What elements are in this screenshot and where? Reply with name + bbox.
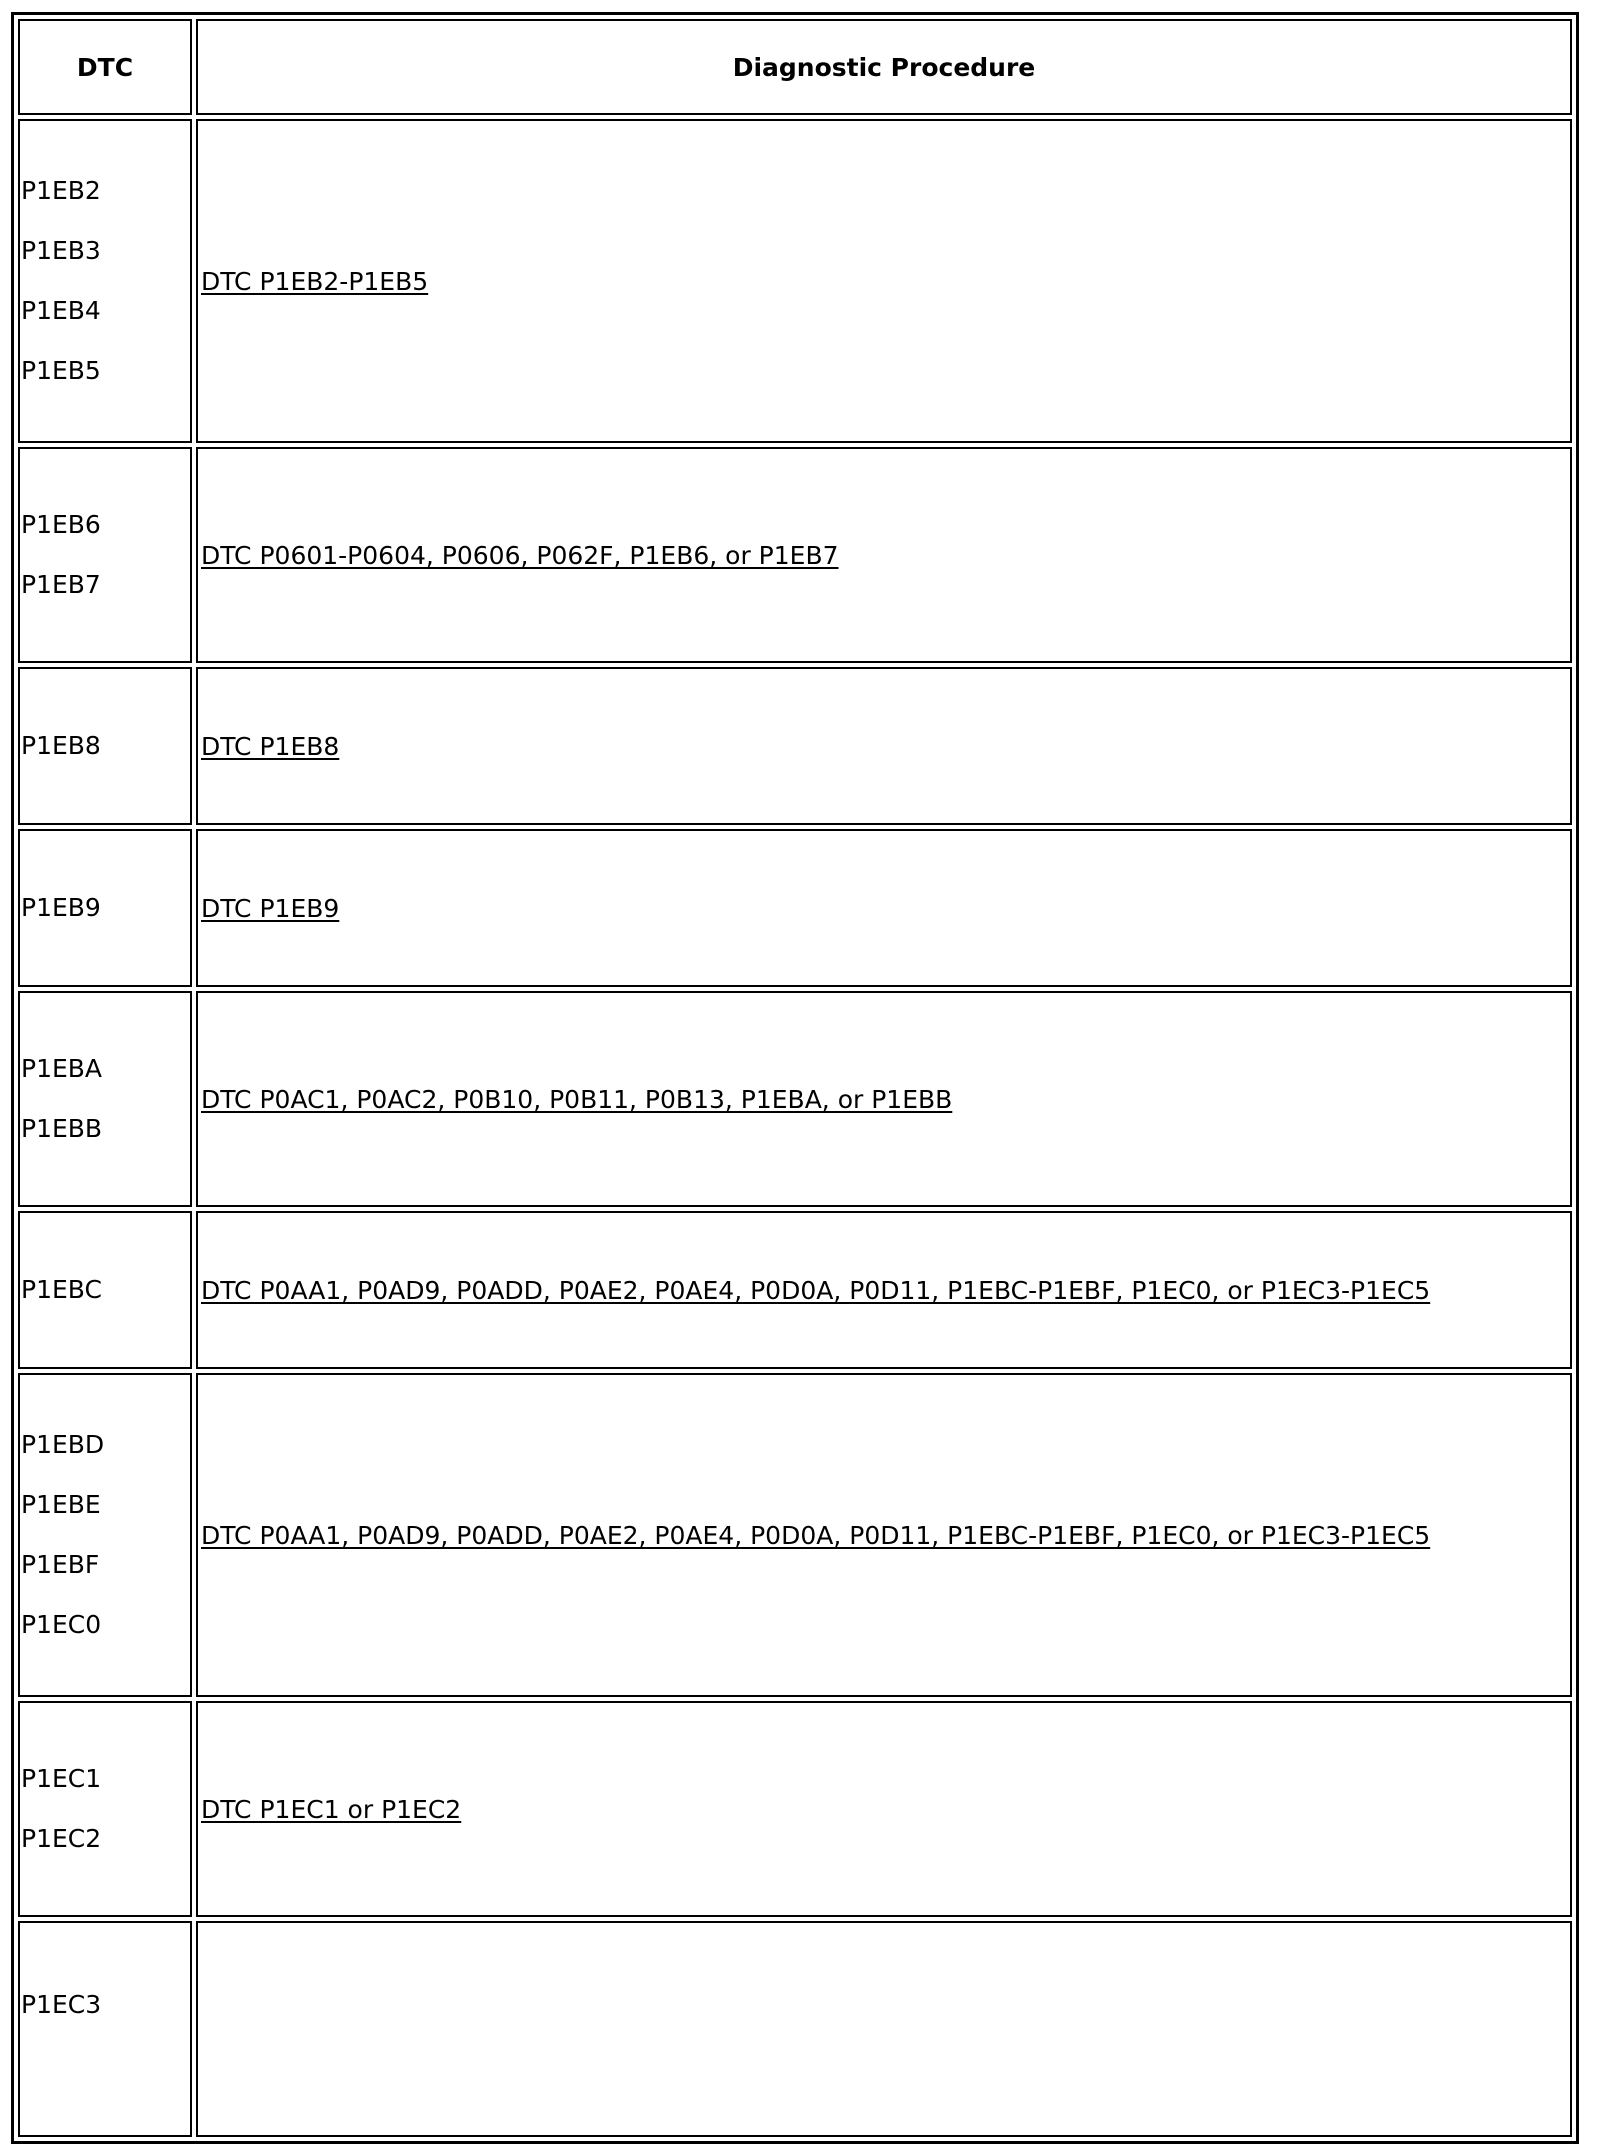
dtc-code: P1EC2 [21,1824,102,1853]
procedure-link[interactable]: DTC P1EC1 or P1EC2 [201,1794,462,1824]
dtc-procedure-table [14,15,1576,2141]
dtc-code: P1EC1 [21,1764,102,1793]
dtc-code: P1EB8 [21,731,101,760]
procedure-cell [196,991,1572,1207]
table-header-row [18,19,1572,115]
procedure-cell [196,667,1572,825]
dtc-code-cell [18,1701,192,1917]
dtc-code: P1EB3 [21,236,101,265]
dtc-code: P1EB7 [21,570,101,599]
procedure-cell [196,119,1572,443]
dtc-code: P1EB2 [21,176,101,205]
table-row [18,1373,1572,1697]
dtc-code: P1EBE [21,1490,101,1519]
dtc-code: P1EB4 [21,296,101,325]
procedure-cell [196,1373,1572,1697]
dtc-code-cell [18,1211,192,1369]
dtc-code: P1EBF [21,1550,100,1579]
dtc-code-cell [18,1373,192,1697]
dtc-code-cell [18,119,192,443]
table-row [18,447,1572,663]
dtc-code: P1EBC [21,1275,102,1304]
dtc-code: P1EC3 [21,1990,102,2019]
procedure-link[interactable]: DTC P1EB9 [201,893,340,923]
procedure-cell [196,829,1572,987]
table-row [18,667,1572,825]
dtc-code: P1EBD [21,1430,105,1459]
dtc-code-cell [18,991,192,1207]
dtc-column-header: DTC [18,19,192,115]
dtc-code: P1EBB [21,1114,103,1143]
table-row [18,1211,1572,1369]
table-row [18,119,1572,443]
procedure-link[interactable]: DTC P1EB2-P1EB5 [201,266,429,296]
procedure-link[interactable]: DTC P0AC1, P0AC2, P0B10, P0B11, P0B13, P1EBA, or P1EBB [201,1084,953,1114]
procedure-cell [196,1921,1572,2137]
procedure-link[interactable]: DTC P0601-P0604, P0606, P062F, P1EB6, or P1EB7 [201,540,839,570]
dtc-code: P1EB6 [21,510,101,539]
dtc-table-frame [11,12,1579,2144]
procedure-column-header: Diagnostic Procedure [196,19,1572,115]
dtc-code: P1EB5 [21,356,101,385]
table-row [18,829,1572,987]
procedure-cell [196,1701,1572,1917]
table-row [18,1921,1572,2137]
dtc-code-cell [18,667,192,825]
procedure-cell [196,1211,1572,1369]
table-row [18,991,1572,1207]
dtc-code: P1EBA [21,1054,103,1083]
dtc-code-cell [18,1921,192,2137]
procedure-cell [196,447,1572,663]
dtc-code-cell [18,447,192,663]
dtc-code: P1EC0 [21,1610,102,1639]
procedure-link[interactable]: DTC P0AA1, P0AD9, P0ADD, P0AE2, P0AE4, P0D0A, P0D11, P1EBC-P1EBF, P1EC0, or P1EC3-P1EC5 [201,1275,1431,1305]
procedure-link[interactable]: DTC P1EB8 [201,731,340,761]
table-row [18,1701,1572,1917]
dtc-code: P1EB9 [21,893,101,922]
procedure-link[interactable]: DTC P0AA1, P0AD9, P0ADD, P0AE2, P0AE4, P0D0A, P0D11, P1EBC-P1EBF, P1EC0, or P1EC3-P1EC5 [201,1520,1431,1550]
dtc-code-cell [18,829,192,987]
